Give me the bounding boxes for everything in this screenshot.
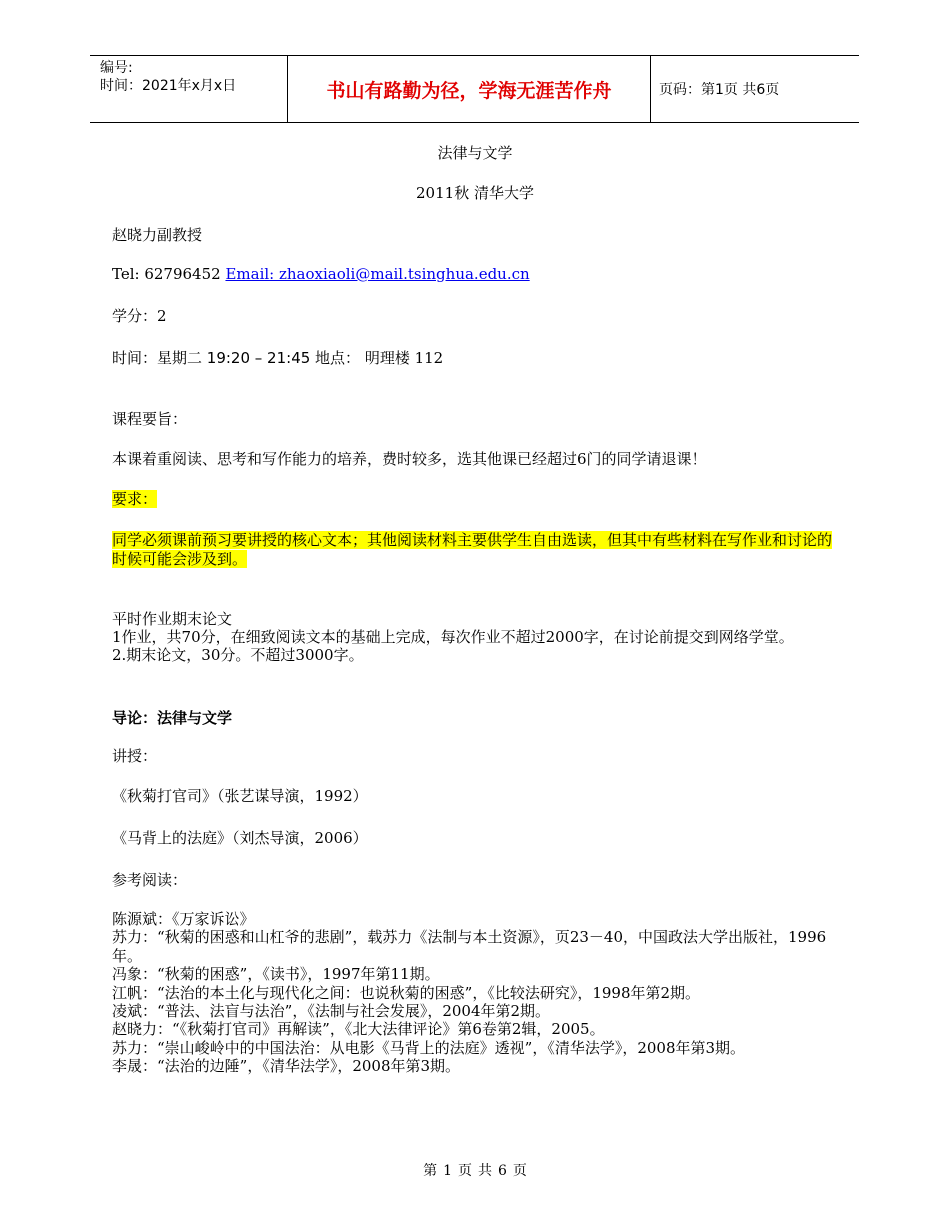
location: 地点： 明理楼 112 xyxy=(310,349,444,367)
footer-part: 共 xyxy=(478,1163,492,1179)
section-title: 导论：法律与文学 xyxy=(112,709,233,727)
req-part2: 要讲授的 xyxy=(232,531,293,549)
reading-item: 江帆：“法治的本土化与现代化之间：也说秋菊的困惑”，《比较法研究》，1998年第2期。 xyxy=(112,983,701,1002)
header-motto: 书山有路勤为径，学海无涯苦作舟 xyxy=(287,56,651,122)
page-header xyxy=(90,55,859,123)
outline-label: 课程要旨： xyxy=(112,410,188,428)
serial-label: 编号: xyxy=(100,60,133,76)
outline-text: 本课着重阅读、思考和写作能力的培养，费时较多，选其他课已经超过6门的同学请退课！ xyxy=(112,450,707,468)
lecture-item: 《马背上的法庭》（刘杰导演，2006） xyxy=(112,829,368,847)
footer-part: 页 xyxy=(512,1163,527,1179)
course-term: 2011秋 清华大学 xyxy=(416,184,534,202)
reading-item: 赵晓力：“《秋菊打官司》再解读”，《北大法律评论》第6卷第2辑，2005。 xyxy=(112,1020,605,1039)
time-prefix: 时间： xyxy=(112,349,158,367)
lecture-item: 《秋菊打官司》（张艺谋导演，1992） xyxy=(112,787,368,805)
footer-total-pages: 6 xyxy=(498,1163,507,1179)
header-page-label: 页码：第1页 共6页 xyxy=(659,82,780,98)
req-part1: 同学必须课前预习 xyxy=(112,531,233,549)
header-left-cell xyxy=(100,59,290,95)
assessment-heading: 平时作业期末论文 xyxy=(112,610,233,628)
tel: Tel: 62796452 xyxy=(112,265,226,283)
footer-part: 页 xyxy=(458,1163,472,1179)
email-link[interactable]: Email: zhaoxiaoli@mail.tsinghua.edu.cn xyxy=(225,265,530,283)
reading-item: 凌斌：“普法、法盲与法治”，《法制与社会发展》，2004年第2期。 xyxy=(112,1002,551,1021)
footer-part: 第 xyxy=(423,1163,438,1179)
assessment xyxy=(112,610,842,664)
req-part3: 核心文本；其他阅读材料主要供学生自由选读，但其中有些材料 xyxy=(292,531,713,549)
time-value: 星期二 19:20 – 21:45 xyxy=(157,349,311,367)
assessment-item-2: 2.期末论文，30分。不超过3000字。 xyxy=(112,646,364,664)
contact-line xyxy=(112,266,530,283)
reading-item: 冯象：“秋菊的困惑”，《读书》，1997年第11期。 xyxy=(112,965,440,984)
time-location xyxy=(112,350,443,367)
req-part4: 在写作业和讨论的时候可能会涉及到 xyxy=(112,531,833,568)
assessment-item-1: 1作业，共70分，在细致阅读文本的基础上完成，每次作业不超过2000字，在讨论前提交到网络学堂。 xyxy=(112,628,794,646)
time-label: 时间：2021年x月x日 xyxy=(100,78,237,94)
reading-item: 苏力：“崇山峻岭中的中国法治：从电影《马背上的法庭》透视”，《清华法学》，2008年第3期。 xyxy=(112,1038,746,1057)
reading-item: 苏力：“秋菊的困惑和山杠爷的悲剧”，载苏力《法制与本土资源》，页23－40，中国政法大学出版社，1996年。 xyxy=(112,928,827,965)
lecture-label: 讲授： xyxy=(112,747,158,765)
page-footer xyxy=(0,1160,950,1180)
footer-current-page: 1 xyxy=(443,1163,452,1179)
req-part5: 。 xyxy=(232,550,248,568)
instructor: 赵晓力副教授 xyxy=(112,226,203,244)
reading-item: 李晟：“法治的边陲”，《清华法学》，2008年第3期。 xyxy=(112,1057,461,1076)
credits: 学分：2 xyxy=(112,307,167,325)
requirements-label xyxy=(112,491,157,508)
requirements-label-text: 要求： xyxy=(112,490,158,508)
reading-label: 参考阅读： xyxy=(112,871,188,889)
reading-list xyxy=(112,910,842,1076)
course-title: 法律与文学 xyxy=(437,144,513,162)
reading-item: 陈源斌：《万家诉讼》 xyxy=(112,910,255,928)
requirements-text xyxy=(112,531,842,569)
